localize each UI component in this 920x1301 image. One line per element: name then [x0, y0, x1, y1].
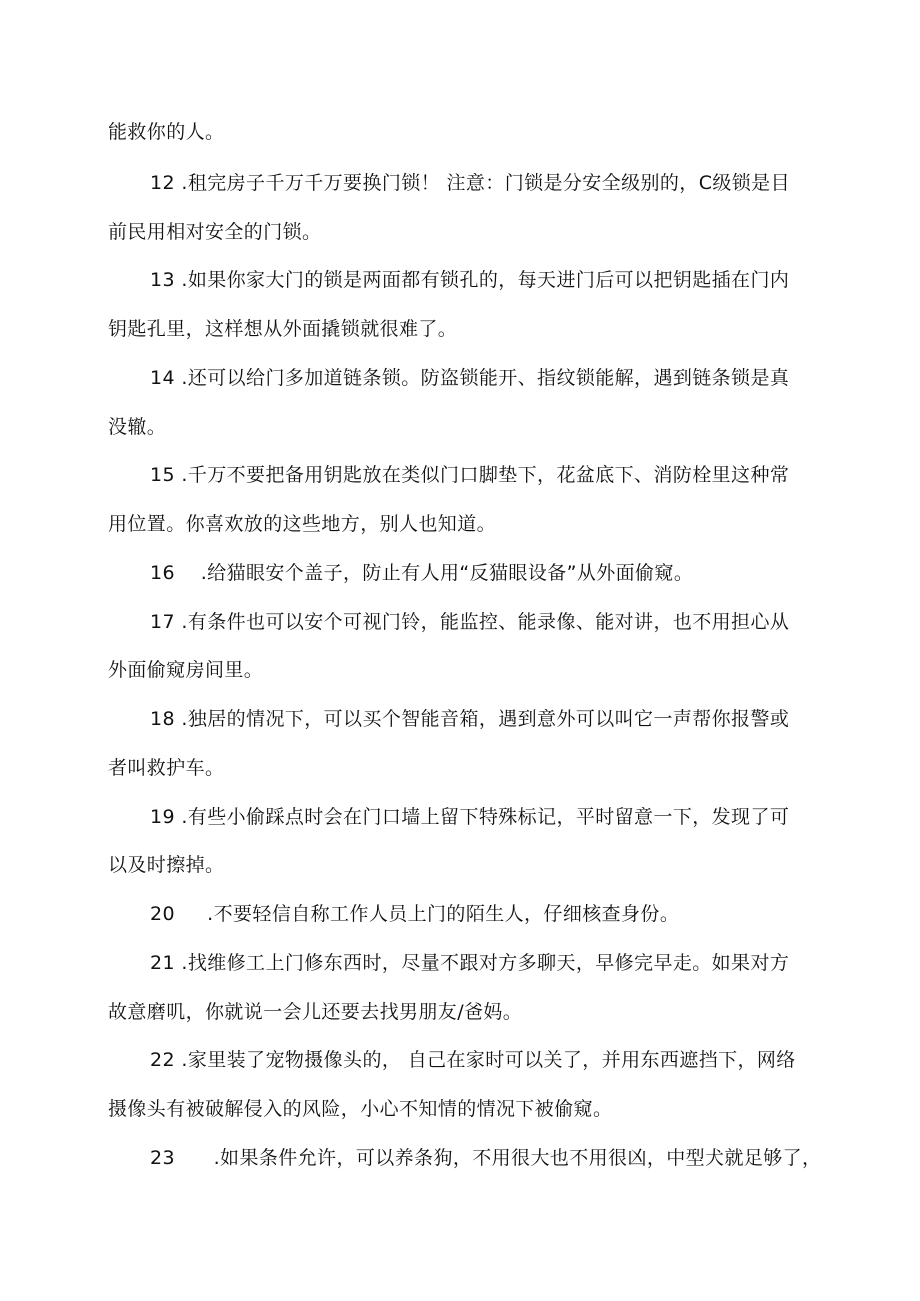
text-line: 13 .如果你家大门的锁是两面都有锁孔的，每天进门后可以把钥匙插在门内	[150, 269, 790, 291]
text-line: 者叫救护车。	[108, 757, 225, 779]
text-line: 22 .家里装了宠物摄像头的， 自己在家时可以关了，并用东西遮挡下，网络	[150, 1049, 796, 1071]
text-line: 12 .租完房子千万千万要换门锁！ 注意：门锁是分安全级别的，C级锁是目	[150, 172, 790, 194]
text-line: 15 .千万不要把备用钥匙放在类似门口脚垫下，花盆底下、消防栓里这种常	[150, 464, 790, 486]
text-line: 16 .给猫眼安个盖子，防止有人用“反猫眼设备”从外面偷窥。	[150, 562, 694, 584]
text-line: 21 .找维修工上门修东西时，尽量不跟对方多聊天，早修完早走。如果对方	[150, 952, 790, 974]
text-line: 20 .不要轻信自称工作人员上门的陌生人，仔细核查身份。	[150, 903, 680, 925]
text-line: 钥匙孔里，这样想从外面撬锁就很难了。	[108, 318, 458, 340]
text-line: 19 .有些小偷踩点时会在门口墙上留下特殊标记，平时留意一下，发现了可	[150, 806, 790, 828]
text-line: 14 .还可以给门多加道链条锁。防盗锁能开、指纹锁能解，遇到链条锁是真	[150, 367, 790, 389]
text-line: 没辙。	[108, 416, 167, 438]
text-line: 前民用相对安全的门锁。	[108, 221, 322, 243]
text-line: 用位置。你喜欢放的这些地方，别人也知道。	[108, 513, 497, 535]
text-line: 能救你的人。	[108, 121, 225, 143]
text-line: 17 .有条件也可以安个可视门铃，能监控、能录像、能对讲，也不用担心从	[150, 611, 790, 633]
text-line: 外面偷窥房间里。	[108, 659, 264, 681]
text-line: 23 .如果条件允许，可以养条狗，不用很大也不用很凶，中型犬就足够了，	[150, 1147, 822, 1169]
text-line: 以及时擦掉。	[108, 854, 225, 876]
text-line: 摄像头有被破解侵入的风险，小心不知情的情况下被偷窥。	[108, 1098, 613, 1120]
text-line: 18 .独居的情况下，可以买个智能音箱，遇到意外可以叫它一声帮你报警或	[150, 708, 790, 730]
text-line: 故意磨叽，你就说一会儿还要去找男朋友/爸妈。	[108, 1001, 523, 1023]
